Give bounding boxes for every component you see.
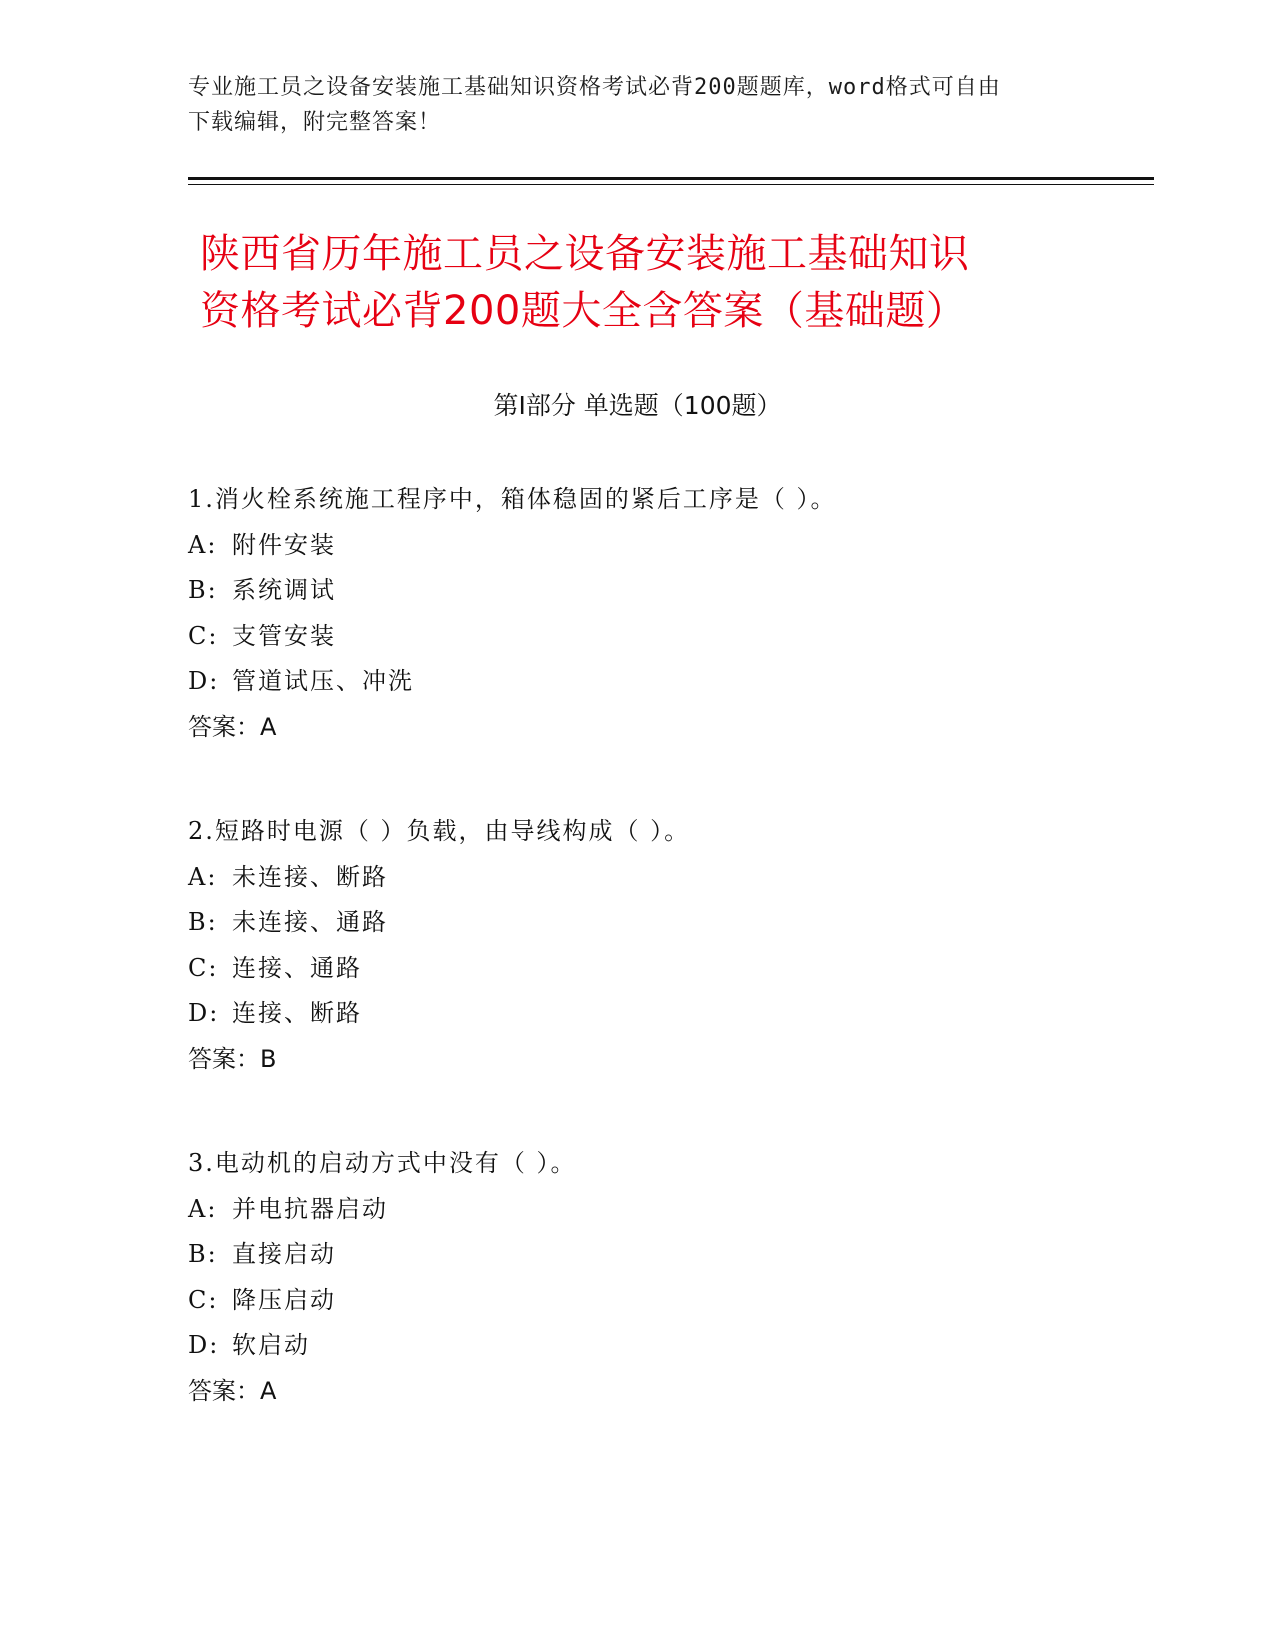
- option-letter: C:: [188, 1285, 219, 1314]
- option-b: [188, 900, 1154, 946]
- option-text: 未连接、断路: [232, 862, 388, 891]
- option-d: [188, 659, 1154, 705]
- question-stem: 2.短路时电源（ ）负载，由导线构成（ ）。: [188, 817, 691, 845]
- question-list: [188, 477, 1154, 1473]
- question-3: [188, 1141, 1154, 1414]
- option-letter: B:: [188, 1240, 218, 1268]
- document-intro: [188, 70, 1068, 140]
- question-1: [188, 477, 1154, 750]
- answer: 答案：B: [188, 1044, 277, 1073]
- option-letter: A:: [188, 530, 218, 559]
- option-b: [188, 568, 1154, 614]
- option-letter: B:: [188, 908, 218, 936]
- option-letter: C:: [188, 953, 219, 982]
- title-line-2: 资格考试必背200题大全含答案（基础题）: [200, 288, 967, 334]
- option-a: [188, 1187, 1154, 1233]
- option-text: 未连接、通路: [232, 908, 388, 936]
- answer: 答案：A: [188, 1376, 277, 1405]
- option-text: 系统调试: [232, 576, 336, 604]
- option-letter: C:: [188, 621, 219, 650]
- option-d: [188, 991, 1154, 1037]
- option-letter: A:: [188, 1194, 218, 1223]
- option-text: 附件安装: [232, 530, 336, 559]
- option-text: 支管安装: [232, 621, 336, 650]
- document-title: [200, 226, 1150, 340]
- option-text: 软启动: [232, 1331, 310, 1359]
- header-divider-thick: [188, 177, 1154, 180]
- option-b: [188, 1232, 1154, 1278]
- option-letter: D:: [188, 1331, 220, 1359]
- option-c: [188, 1278, 1154, 1324]
- option-text: 降压启动: [232, 1285, 336, 1314]
- option-a: [188, 523, 1154, 569]
- option-text: 直接启动: [232, 1240, 336, 1268]
- option-d: [188, 1323, 1154, 1369]
- option-text: 并电抗器启动: [232, 1194, 388, 1223]
- option-text: 管道试压、冲洗: [232, 667, 414, 695]
- option-c: [188, 946, 1154, 992]
- option-letter: B:: [188, 576, 218, 604]
- answer: 答案：A: [188, 712, 277, 741]
- option-text: 连接、通路: [232, 953, 362, 982]
- header-divider-thin: [188, 184, 1154, 185]
- title-line-1: 陕西省历年施工员之设备安装施工基础知识: [200, 231, 970, 277]
- section-heading: 第Ⅰ部分 单选题（100题）: [493, 391, 782, 420]
- question-stem: 3.电动机的启动方式中没有（ ）。: [188, 1149, 577, 1177]
- question-stem: 1.消火栓系统施工程序中，箱体稳固的紧后工序是（ ）。: [188, 485, 837, 513]
- question-2: [188, 809, 1154, 1082]
- option-letter: D:: [188, 999, 220, 1027]
- option-letter: D:: [188, 667, 220, 695]
- option-letter: A:: [188, 862, 218, 891]
- option-a: [188, 855, 1154, 901]
- option-text: 连接、断路: [232, 999, 362, 1027]
- intro-line-1: 专业施工员之设备安装施工基础知识资格考试必背200题题库，word格式可自由: [188, 75, 1001, 100]
- intro-line-2: 下载编辑，附完整答案！: [188, 110, 442, 135]
- option-c: [188, 614, 1154, 660]
